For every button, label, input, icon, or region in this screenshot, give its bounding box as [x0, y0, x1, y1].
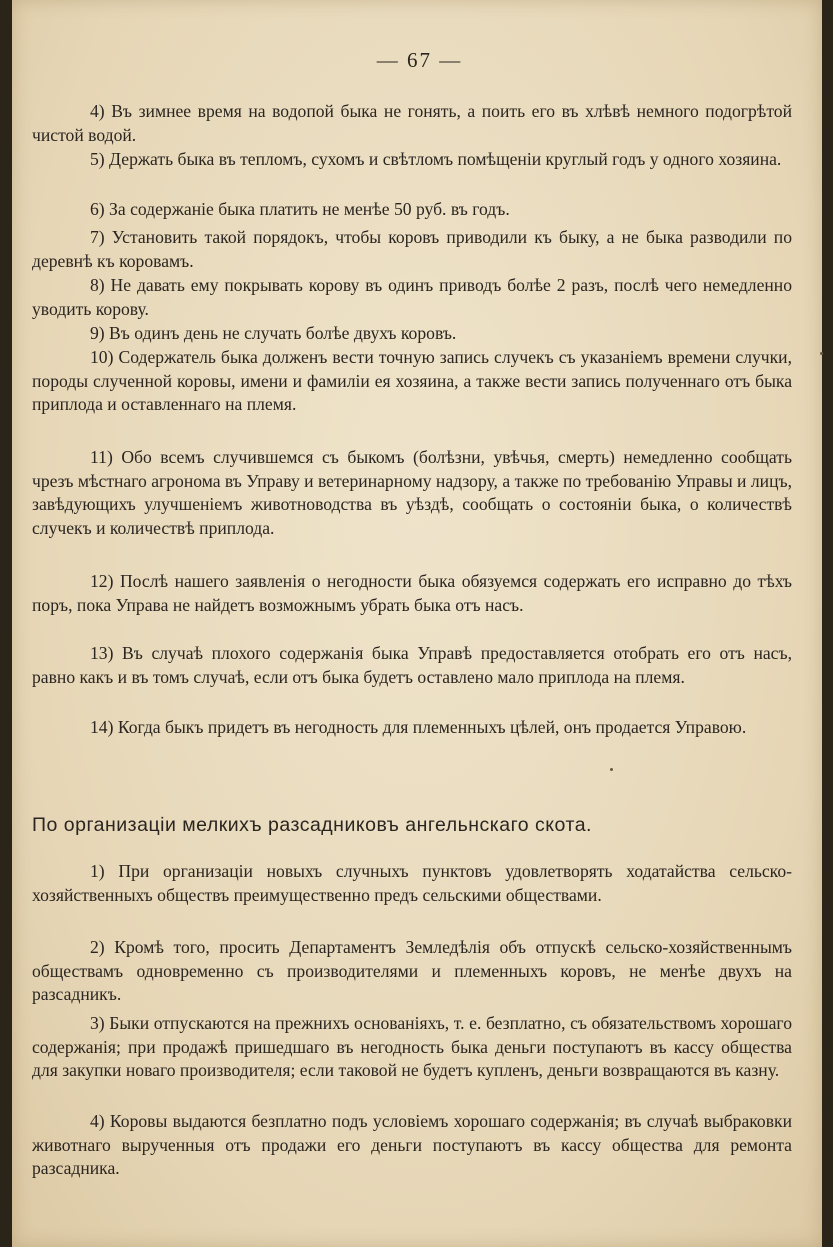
clause-8: 8) Не давать ему покрывать корову въ одинъ приводъ болѣе 2 разъ, послѣ чего немедленно уводить корову.	[32, 275, 792, 319]
nursery-clause-4: 4) Коровы выдаются безплатно подъ условіемъ хорошаго содержанія; въ случаѣ выбраковки животнаго вырученныя отъ продажи его деньги поступаютъ въ кассу общества для ремонта разсадника.	[32, 1111, 792, 1179]
clause-7: 7) Установить такой порядокъ, чтобы коровъ приводили къ быку, а не быка разводили по деревнѣ къ коровамъ.	[32, 227, 792, 271]
clause-4: 4) Въ зимнее время на водопой быка не гонять, а поить его въ хлѣвѣ немного подогрѣтой чистой водой.	[32, 101, 792, 145]
nursery-clause-3: 3) Быки отпускаются на прежнихъ основаніяхъ, т. е. безплатно, съ обязательствомъ хорошаго содержанія; при продажѣ пришедшаго въ негодность быка деньги поступаютъ въ кассу общества для закупки новаго производителя; если таковой не будетъ купленъ, деньги возвращаются въ казну.	[32, 1013, 792, 1081]
scanned-page	[12, 0, 822, 1247]
paper-speck	[610, 768, 613, 771]
section-heading: По организаціи мелкихъ разсадниковъ ангельнскаго скота.	[32, 814, 592, 836]
paper-speck	[820, 352, 823, 355]
nursery-clause-1: 1) При организаціи новыхъ случныхъ пунктовъ удовлетворять ходатайства сельско-хозяйственныхъ обществъ преимущественно предъ сельскими обществами.	[32, 861, 792, 905]
page-number: — 67 —	[376, 48, 463, 72]
clause-11: 11) Обо всемъ случившемся съ быкомъ (болѣзни, увѣчья, смерть) немедленно сообщать чрезъ мѣстнаго агронома въ Управу и ветеринарному надзору, а также по требованію Управы и лицъ, завѣдующихъ улучшеніемъ животноводства въ уѣздѣ, сообщать о состояніи быка, о количествѣ случекъ и количествѣ приплода.	[32, 447, 792, 538]
clause-5: 5) Держать быка въ тепломъ, сухомъ и свѣтломъ помѣщеніи круглый годъ у одного хозяина.	[90, 149, 782, 169]
clause-14: 14) Когда быкъ придетъ въ негодность для племенныхъ цѣлей, онъ продается Управою.	[90, 717, 747, 737]
nursery-clause-2: 2) Кромѣ того, просить Департаментъ Земледѣлія объ отпускѣ сельско-хозяйственнымъ обществамъ одновременно съ производителями и племенныхъ коровъ, не менѣе двухъ на разсадникъ.	[32, 937, 792, 1005]
clause-6: 6) За содержаніе быка платить не менѣе 50 руб. въ годъ.	[90, 199, 510, 219]
clause-9: 9) Въ одинъ день не случать болѣе двухъ коровъ.	[90, 323, 457, 343]
clause-10: 10) Содержатель быка долженъ вести точную запись случекъ съ указаніемъ времени случки, породы слученной коровы, имени и фамиліи ея хозяина, а также вести запись полученнаго отъ быка приплода и оставленнаго на племя.	[32, 347, 792, 415]
clause-13: 13) Въ случаѣ плохого содержанія быка Управѣ предоставляется отобрать его отъ насъ, равно какъ и въ томъ случаѣ, если отъ быка будетъ оставлено мало приплода на племя.	[32, 643, 792, 687]
clause-12: 12) Послѣ нашего заявленія о негодности быка обязуемся содержать его исправно до тѣхъ поръ, пока Управа не найдетъ возможнымъ убрать быка отъ насъ.	[32, 571, 792, 615]
